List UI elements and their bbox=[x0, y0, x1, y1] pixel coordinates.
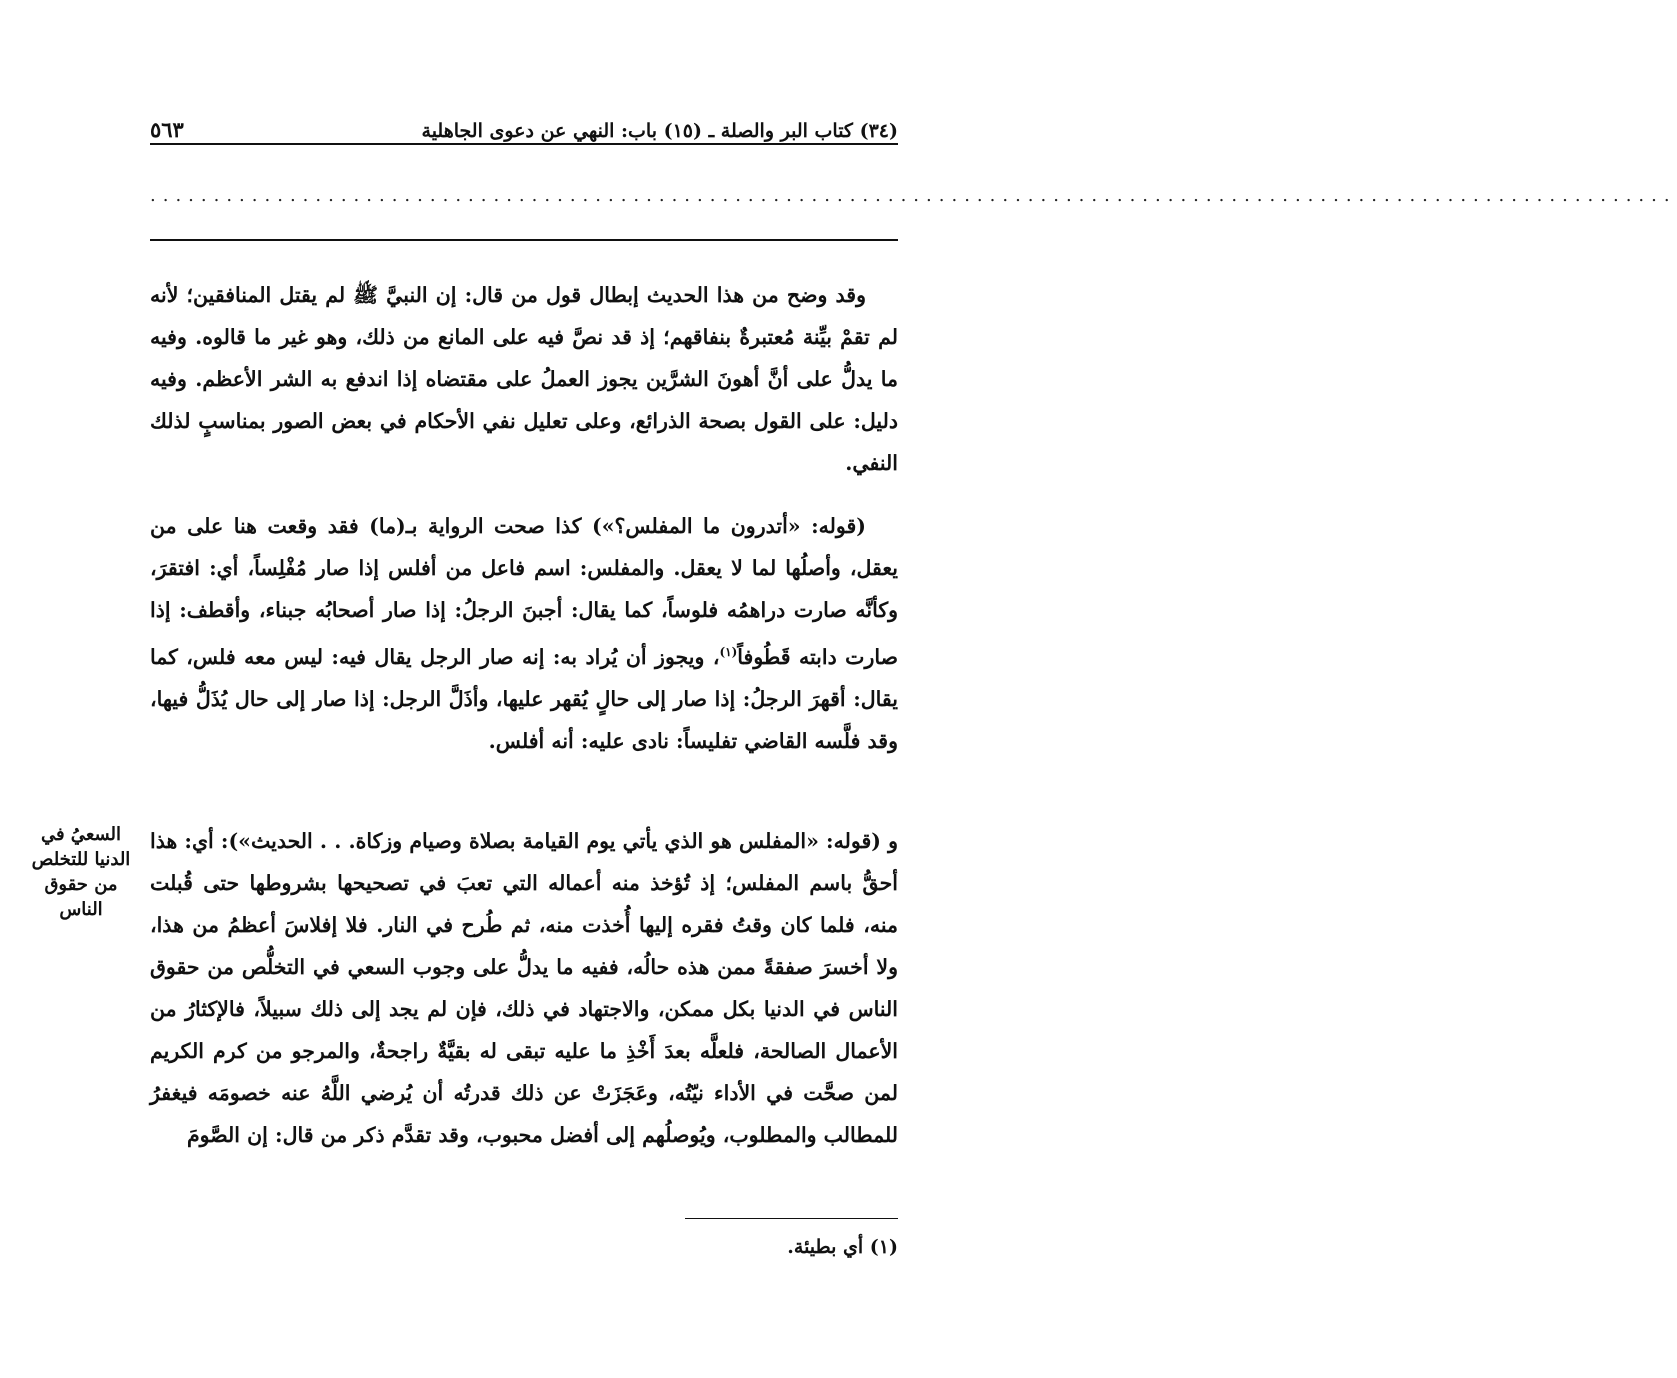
header-title: (٣٤) كتاب البر والصلة ـ (١٥) باب: النهي عن دعوى الجاهلية bbox=[421, 120, 898, 142]
paragraph-1 bbox=[150, 274, 898, 484]
paragraph-2 bbox=[150, 505, 898, 762]
margin-note: السعيُ في الدنيا للتخلص من حقوق الناس bbox=[31, 824, 131, 920]
paragraph-text: وقد وضح من هذا الحديث إبطال قول من قال: إن النبيَّ ﷺ لم يقتل المنافقين؛ لأنه لم تقمْ بيِّنة مُعتبرةٌ بنفاقهم؛ إذ قد نصَّ فيه على المانع من ذلك، وهو غير ما قالوه. وفيه ما يدلُّ على أنَّ أهونَ الشرَّين يجوز العملُ على مقتضاه إذا اندفع به الشر الأعظم. وفيه دليل: على القول بصحة الذرائع، وعلى تعليل نفي الأحكام في بعض الصور بمناسبٍ لذلك النفي. bbox=[150, 283, 898, 475]
paragraph-3 bbox=[150, 820, 898, 1156]
paragraph-text bbox=[150, 505, 898, 762]
page-number: ٥٦٣ bbox=[150, 117, 184, 142]
paragraph-text-part-a: (قوله: «أتدرون ما المفلس؟») كذا صحت الرواية بـ(ما) فقد وقعت هنا على من يعقل، وأصلُها لما لا يعقل. والمفلس: اسم فاعل من أفلس إذا صار مُفْلِساً، أي: افتقرَ، وكأنَّه صارت دراهمُه فلوساً، كما يقال: أجبنَ الرجلُ: إذا صار أصحابُه جبناء، وأقطف: إذا صارت دابته قَطُوفاً bbox=[150, 514, 898, 669]
paragraph-text: و (قوله: «المفلس هو الذي يأتي يوم القيامة بصلاة وصيام وزكاة. . . الحديث»): أي: هذا أحقُّ باسم المفلس؛ إذ تُؤخذ منه أعماله التي تعبَ في تصحيحها بشروطها حتى قُبلت منه، فلما كان وقتُ فقره إليها أُخذت منه، ثم طُرح في النار. فلا إفلاسَ أعظمُ من هذا، ولا أخسرَ صفقةً ممن هذه حالُه، ففيه ما يدلُّ على وجوب السعي في التخلُّص من حقوق الناس في الدنيا بكل ممكن، والاجتهاد في ذلك، فإن لم يجد إلى ذلك سبيلاً، فالإكثارُ من الأعمال الصالحة، فلعلَّه بعدَ أَخْذِ ما عليه تبقى له بقيَّةٌ راجحةٌ، والمرجو من كرم الكريم لمن صحَّت في الأداء نيّتُه، وعَجَزَتْ عن ذلك قدرتُه أن يُرضي اللَّهُ عنه خصومَه فيغفرُ للمطالب والمطلوب، ويُوصلُهم إلى أفضل محبوب، وقد تقدَّم ذكر من قال: إن الصَّومَ bbox=[150, 829, 898, 1147]
paragraph-text-part-b: ، ويجوز أن يُراد به: إنه صار الرجل يقال فيه: ليس معه فلس، كما يقال: أقهرَ الرجلُ: إذا صار إلى حالٍ يُقهر عليها، وأذَلَّ الرجل: إذا صار إلى حال يُذَلُّ فيها، وقد فلَّسه القاضي تفليساً: نادى عليه: أنه أفلس. bbox=[150, 644, 898, 753]
running-header bbox=[150, 108, 898, 142]
footnote-ref[interactable]: (١) bbox=[719, 645, 738, 659]
separator-dots: ........................................................................................................................ bbox=[150, 185, 1677, 206]
section-rule bbox=[150, 239, 898, 241]
header-rule bbox=[150, 143, 898, 145]
footnote-rule bbox=[685, 1218, 898, 1219]
footnote: (١) أي بطيئة. bbox=[787, 1236, 898, 1258]
